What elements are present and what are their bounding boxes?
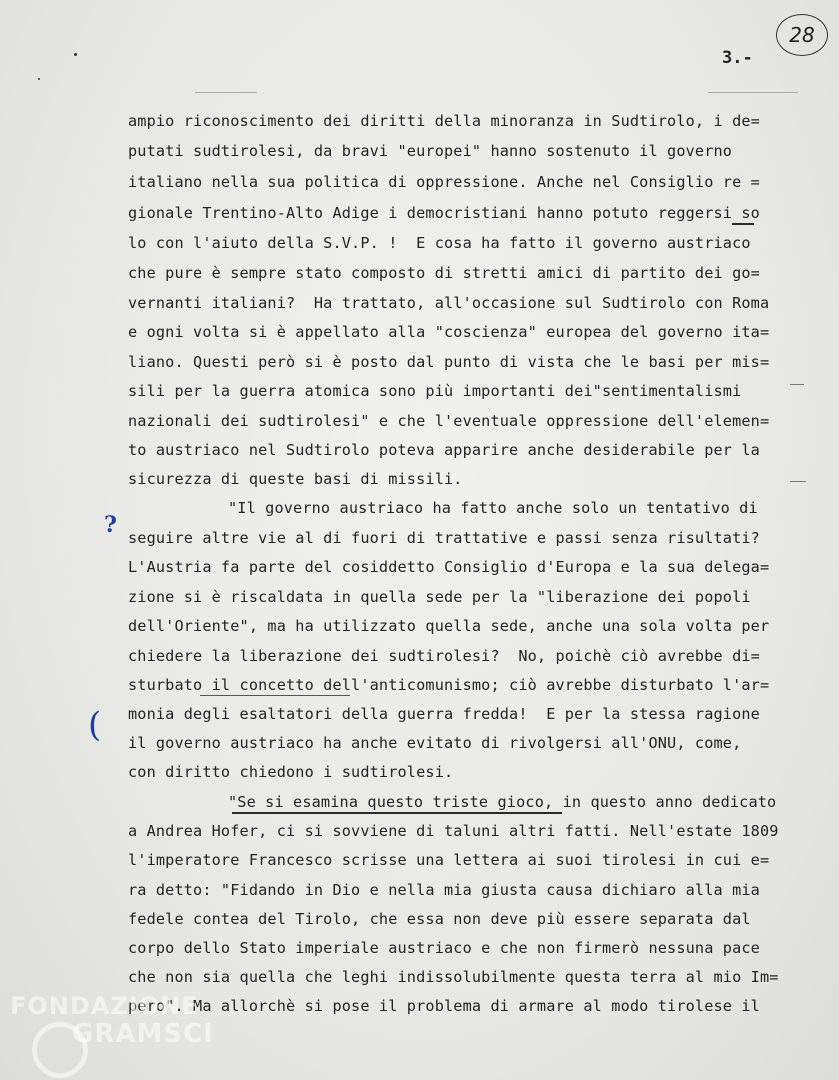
text-line: monia degli esaltatori della guerra fredda! E per la stessa ragione [128,705,760,723]
text-line: chiedere la liberazione dei sudtirolesi? No, poichè ciò avrebbe di= [128,647,760,665]
text-line: zione si è riscaldata in quella sede per la "liberazione dei popoli [128,588,751,606]
handwritten-underline [732,223,754,225]
folio-number: 28 [776,14,828,56]
text-line: gionale Trentino-Alto Adige i democristiani hanno potuto reggersi so [128,204,760,222]
text-line: lo con l'aiuto della S.V.P. ! E cosa ha fatto il governo austriaco [128,234,751,252]
text-line: liano. Questi però si è posto dal punto di vista che le basi per mis= [128,353,770,371]
handwritten-underline [232,812,562,814]
text-line: sturbato il concetto dell'anticomunismo; ciò avrebbe disturbato l'ar= [128,676,770,694]
handwritten-underline [200,695,350,696]
ink-speck [38,78,40,80]
text-line: e ogni volta si è appellato alla "coscienza" europea del governo ita= [128,323,770,341]
text-line: putati sudtirolesi, da bravi "europei" hanno sostenuto il governo [128,142,733,160]
text-line: corpo dello Stato imperiale austriaco e che non firmerò nessuna pace [128,939,760,957]
text-line: to austriaco nel Sudtirolo poteva apparire anche desiderabile per la [128,441,760,459]
text-line: fedele contea del Tirolo, che essa non deve più essere separata dal [128,910,751,928]
faint-rule [708,92,798,93]
text-line: dell'Oriente", ma ha utilizzato quella sede, anche una sola volta per [128,617,770,635]
text-line: "Se si esamina questo triste gioco, in questo anno dedicato [228,793,777,811]
text-line: che pure è sempre stato composto di stretti amici di partito dei go= [128,264,760,282]
text-line: ra detto: "Fidando in Dio e nella mia giusta causa dichiaro alla mia [128,881,760,899]
text-line: sili per la guerra atomica sono più importanti dei"sentimentalismi [128,382,742,400]
margin-tick [790,481,806,482]
text-line: con diritto chiedono i sudtirolesi. [128,763,454,781]
watermark [10,992,214,1048]
text-line: nazionali dei sudtirolesi" e che l'eventuale oppressione dell'elemen= [128,412,770,430]
page-number: 3.- [722,48,753,68]
text-line: ampio riconoscimento dei diritti della minoranza in Sudtirolo, i de= [128,112,760,130]
text-line: vernanti italiani? Ha trattato, all'occasione sul Sudtirolo con Roma [128,294,770,312]
text-line: a Andrea Hofer, ci si sovviene di taluni altri fatti. Nell'estate 1809 [128,822,779,840]
text-line: seguire altre vie al di fuori di trattative e passi senza risultati? [128,529,760,547]
text-line: L'Austria fa parte del cosiddetto Consiglio d'Europa e la sua delega= [128,558,770,576]
text-line: pero". Ma allorchè si pose il problema di armare al modo tirolese il [128,997,760,1015]
margin-question-mark: ? [104,512,117,538]
text-line: il governo austriaco ha anche evitato di rivolgersi all'ONU, come, [128,734,742,752]
watermark-line: GRAMSCI [72,1019,214,1049]
text-line: sicurezza di queste basi di missili. [128,470,463,488]
faint-rule [195,92,257,93]
watermark-line: FONDAZIONE [10,992,199,1020]
margin-bracket-mark: ( [88,705,102,745]
margin-tick [790,384,804,385]
ink-speck [74,53,77,56]
text-line: "Il governo austriaco ha fatto anche solo un tentativo di [228,499,758,517]
text-line: che non sia quella che leghi indissolubilmente questa terra al mio Im= [128,968,779,986]
text-line: italiano nella sua politica di oppressione. Anche nel Consiglio re = [128,173,760,191]
text-line: l'imperatore Francesco scrisse una lettera ai suoi tirolesi in cui e= [128,851,770,869]
